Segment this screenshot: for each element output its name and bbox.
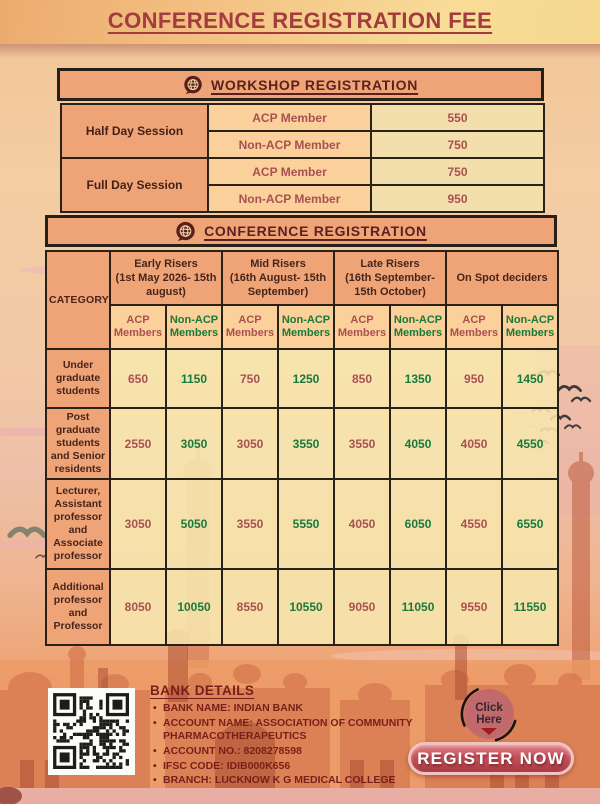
phase-header-cell [110, 251, 222, 305]
bank-details-heading: BANK DETAILS [150, 683, 255, 698]
fee-cell: 4050 [334, 479, 390, 569]
fee-cell: 4550 [446, 479, 502, 569]
fee-cell: 3050 [110, 479, 166, 569]
list-item: • BANK NAME: INDIAN BANK [150, 702, 422, 716]
fee-cell: 2550 [110, 408, 166, 479]
list-item: • BRANCH: LUCKNOW K G MEDICAL COLLEGE [150, 774, 422, 788]
fee-cell: 3550 [278, 408, 334, 479]
fee-cell: 11550 [502, 569, 558, 645]
globe-icon [183, 75, 203, 95]
fee-cell: 3050 [222, 408, 278, 479]
fee-cell: 4050 [390, 408, 446, 479]
table-row [46, 408, 558, 479]
fee-cell: 6550 [502, 479, 558, 569]
phase-dates: (16th August- 15th September) [229, 271, 327, 299]
click-here-label: Click [475, 702, 503, 714]
fee-cell: 8550 [222, 569, 278, 645]
row-category-cell: Under graduate students [46, 349, 110, 408]
acp-subheader-cell: ACP Members [334, 305, 390, 349]
fee-cell: 3550 [334, 408, 390, 479]
fee-cell: 1450 [502, 349, 558, 408]
phase-header-cell [446, 251, 558, 305]
fee-cell: 5050 [166, 479, 222, 569]
fee-cell: 1350 [390, 349, 446, 408]
click-here-badge[interactable] [458, 684, 520, 746]
fee-cell: 10050 [166, 569, 222, 645]
fee-cell: 1150 [166, 349, 222, 408]
page-title: CONFERENCE REGISTRATION FEE [107, 8, 493, 33]
phase-header-cell [334, 251, 446, 305]
click-here-label: Here [476, 714, 502, 726]
fee-cell: 8050 [110, 569, 166, 645]
fee-cell: 11050 [390, 569, 446, 645]
workshop-table [60, 103, 545, 213]
workshop-session-cell: Half Day Session [61, 104, 208, 158]
fee-cell: 950 [446, 349, 502, 408]
table-row [46, 479, 558, 569]
acp-subheader-cell: ACP Members [222, 305, 278, 349]
acp-subheader-cell: ACP Members [110, 305, 166, 349]
workshop-session-cell: Full Day Session [61, 158, 208, 212]
fee-cell: 650 [110, 349, 166, 408]
bottom-strip [0, 788, 600, 804]
fee-cell: 850 [334, 349, 390, 408]
fee-cell: 3050 [166, 408, 222, 479]
phase-name: Early Risers [134, 257, 198, 270]
phase-name: Late Risers [360, 257, 420, 270]
row-category-cell: Post graduate students and Senior residents [46, 408, 110, 479]
workshop-member-cell: ACP Member [208, 104, 371, 131]
fee-cell: 6050 [390, 479, 446, 569]
workshop-member-cell: ACP Member [208, 158, 371, 185]
category-header-cell: CATEGORY [46, 251, 110, 349]
conference-table [45, 250, 559, 646]
fee-cell: 1250 [278, 349, 334, 408]
conference-section-title: CONFERENCE REGISTRATION [204, 223, 427, 239]
list-item: • ACCOUNT NO.: 8208278598 [150, 745, 422, 759]
register-now-button[interactable]: REGISTER NOW [408, 742, 574, 775]
workshop-fee-cell: 950 [371, 185, 544, 212]
bank-details-list [150, 702, 422, 788]
list-item: • ACCOUNT NAME: ASSOCIATION OF COMMUNITY PHARMACOTHERAPEUTICS [150, 717, 422, 744]
table-row [46, 569, 558, 645]
nonacp-subheader-cell: Non-ACP Members [278, 305, 334, 349]
fee-cell: 750 [222, 349, 278, 408]
nonacp-subheader-cell: Non-ACP Members [166, 305, 222, 349]
fee-cell: 4050 [446, 408, 502, 479]
fee-cell: 3550 [222, 479, 278, 569]
phase-header-cell [222, 251, 334, 305]
workshop-fee-cell: 750 [371, 131, 544, 158]
table-row [46, 349, 558, 408]
row-category-cell: Lecturer, Assistant professor and Associate professor [46, 479, 110, 569]
conference-section-header [45, 215, 557, 247]
phase-dates: (1st May 2026- 15th august) [115, 271, 217, 299]
globe-icon [175, 221, 196, 242]
nonacp-subheader-cell: Non-ACP Members [502, 305, 558, 349]
workshop-member-cell: Non-ACP Member [208, 185, 371, 212]
bank-details [150, 683, 422, 789]
fee-cell: 10550 [278, 569, 334, 645]
workshop-section-title: WORKSHOP REGISTRATION [210, 76, 419, 93]
list-item: • IFSC CODE: IDIB000K656 [150, 760, 422, 774]
large-bird-icon [10, 529, 44, 535]
fee-cell: 5550 [278, 479, 334, 569]
nonacp-subheader-cell: Non-ACP Members [390, 305, 446, 349]
workshop-section-header [57, 68, 544, 101]
workshop-fee-cell: 750 [371, 158, 544, 185]
acp-subheader-cell: ACP Members [446, 305, 502, 349]
qr-code [48, 688, 135, 775]
phase-name: On Spot deciders [456, 271, 548, 284]
row-category-cell: Additional professor and Professor [46, 569, 110, 645]
phase-dates: (16th September- 15th October) [345, 271, 435, 299]
fee-cell: 9050 [334, 569, 390, 645]
fee-cell: 4550 [502, 408, 558, 479]
fee-cell: 9550 [446, 569, 502, 645]
workshop-fee-cell: 550 [371, 104, 544, 131]
phase-name: Mid Risers [250, 257, 306, 270]
workshop-member-cell: Non-ACP Member [208, 131, 371, 158]
